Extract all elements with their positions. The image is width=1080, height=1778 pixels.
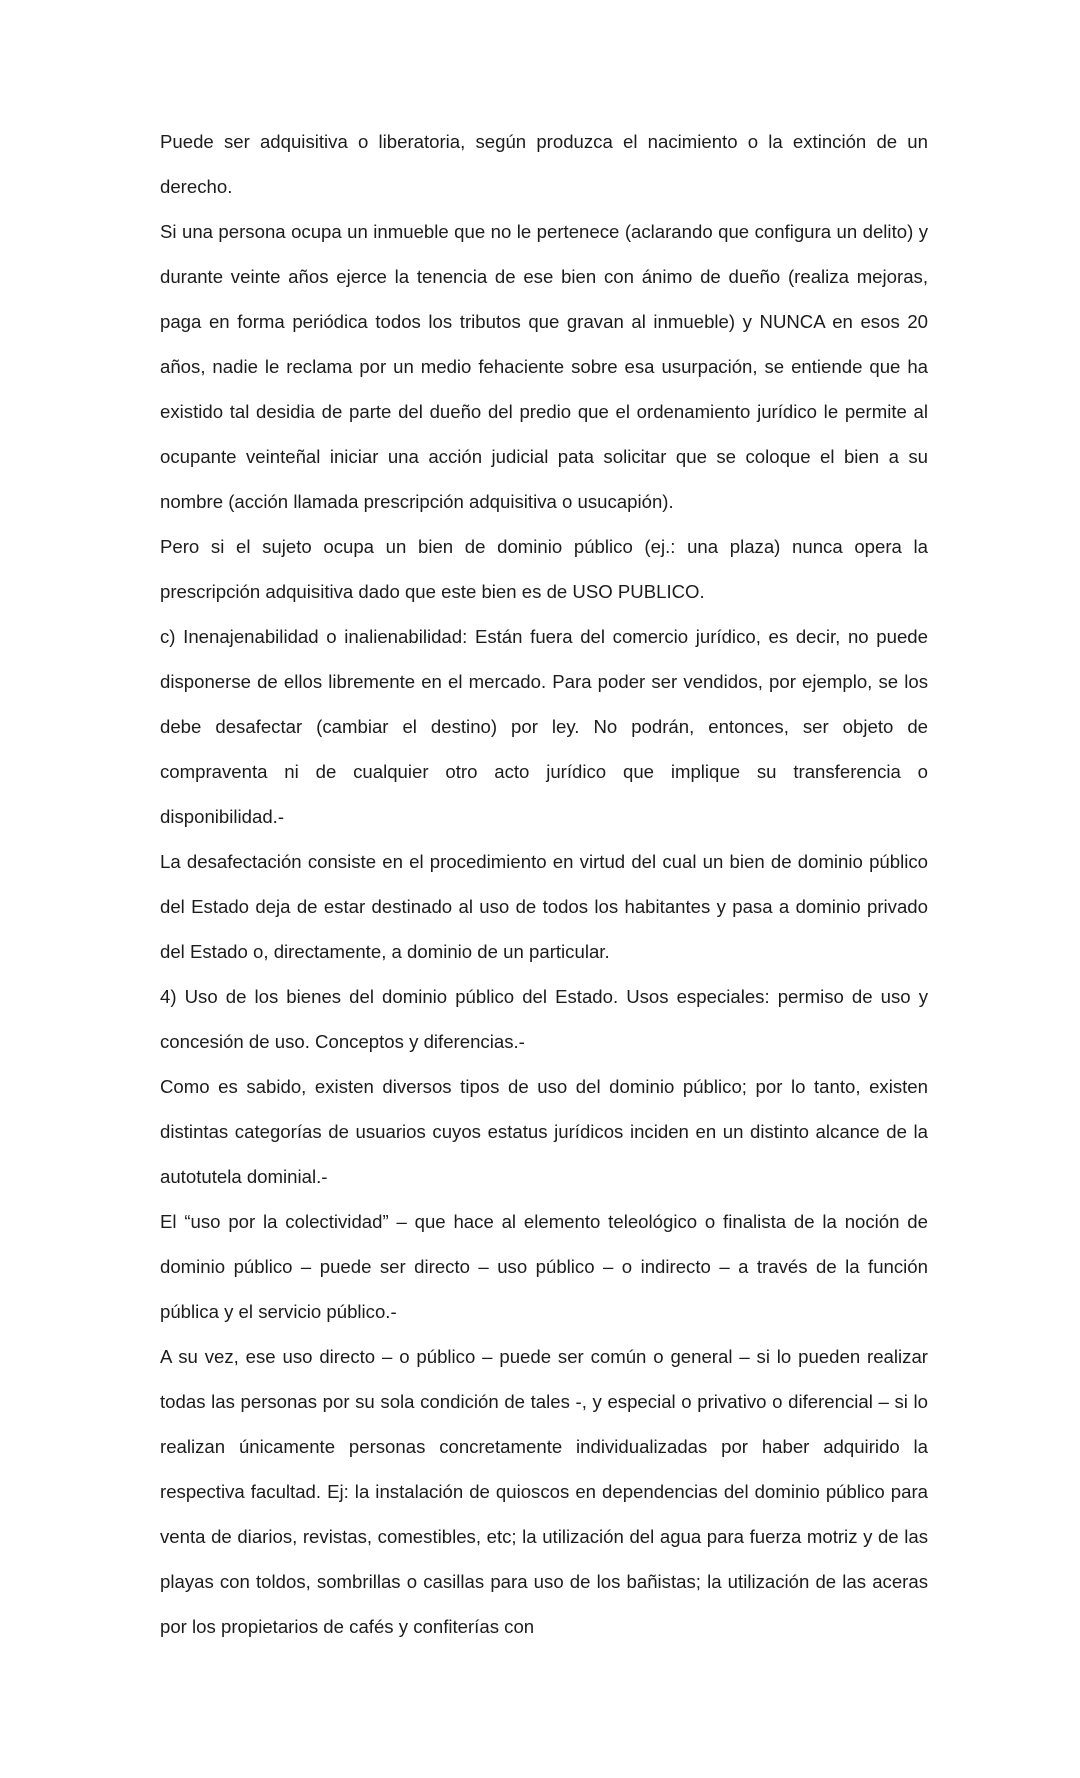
- paragraph-prescripcion-tipos: Puede ser adquisitiva o liberatoria, según produzca el nacimiento o la extinción de un derecho.: [160, 131, 928, 197]
- paragraph-usucapion-ejemplo: Si una persona ocupa un inmueble que no le pertenece (aclarando que configura un delito) y durante veinte años ejerce la tenencia de ese bien con ánimo de dueño (realiza mejoras, paga en forma periódica todos los tributos que gravan al inmueble) y NUNCA en esos 20 años, nadie le reclama por un medio fehaciente sobre esa usurpación, se entiende que ha existido tal desidia de parte del dueño del predio que el ordenamiento jurídico le permite al ocupante veinteñal iniciar una acción judicial pata solicitar que se coloque el bien a su nombre (acción llamada prescripción adquisitiva o usucapión).: [160, 221, 928, 512]
- paragraph-dominio-publico-imprescriptible: Pero si el sujeto ocupa un bien de dominio público (ej.: una plaza) nunca opera la prescripción adquisitiva dado que este bien es de USO PUBLICO.: [160, 536, 928, 602]
- paragraph-uso-colectividad: El “uso por la colectividad” – que hace al elemento teleológico o finalista de la noción de dominio público – puede ser directo – uso público – o indirecto – a través de la función pública y el servicio público.-: [160, 1211, 928, 1322]
- paragraph-uso-directo: A su vez, ese uso directo – o público – puede ser común o general – si lo pueden realizar todas las personas por su sola condición de tales -, y especial o privativo o diferencial – si lo realizan únicamente personas concretamente individualizadas por haber adquirido la respectiva facultad. Ej: la instalación de quioscos en dependencias del dominio público para venta de diarios, revistas, comestibles, etc; la utilización del agua para fuerza motriz y de las playas con toldos, sombrillas o casillas para uso de los bañistas; la utilización de las aceras por los propietarios de cafés y confiterías con: [160, 1346, 928, 1637]
- document-page: [160, 119, 928, 1649]
- section-heading-uso-bienes: 4) Uso de los bienes del dominio público del Estado. Usos especiales: permiso de uso y concesión de uso. Conceptos y diferencias.-: [160, 986, 928, 1052]
- paragraph-tipos-de-uso: Como es sabido, existen diversos tipos de uso del dominio público; por lo tanto, existen distintas categorías de usuarios cuyos estatus jurídicos inciden en un distinto alcance de la autotutela dominial.-: [160, 1076, 928, 1187]
- paragraph-desafectacion: La desafectación consiste en el procedimiento en virtud del cual un bien de dominio público del Estado deja de estar destinado al uso de todos los habitantes y pasa a dominio privado del Estado o, directamente, a dominio de un particular.: [160, 851, 928, 962]
- paragraph-inenajenabilidad: c) Inenajenabilidad o inalienabilidad: Están fuera del comercio jurídico, es decir, no puede disponerse de ellos libremente en el mercado. Para poder ser vendidos, por ejemplo, se los debe desafectar (cambiar el destino) por ley. No podrán, entonces, ser objeto de compraventa ni de cualquier otro acto jurídico que implique su transferencia o disponibilidad.-: [160, 626, 928, 827]
